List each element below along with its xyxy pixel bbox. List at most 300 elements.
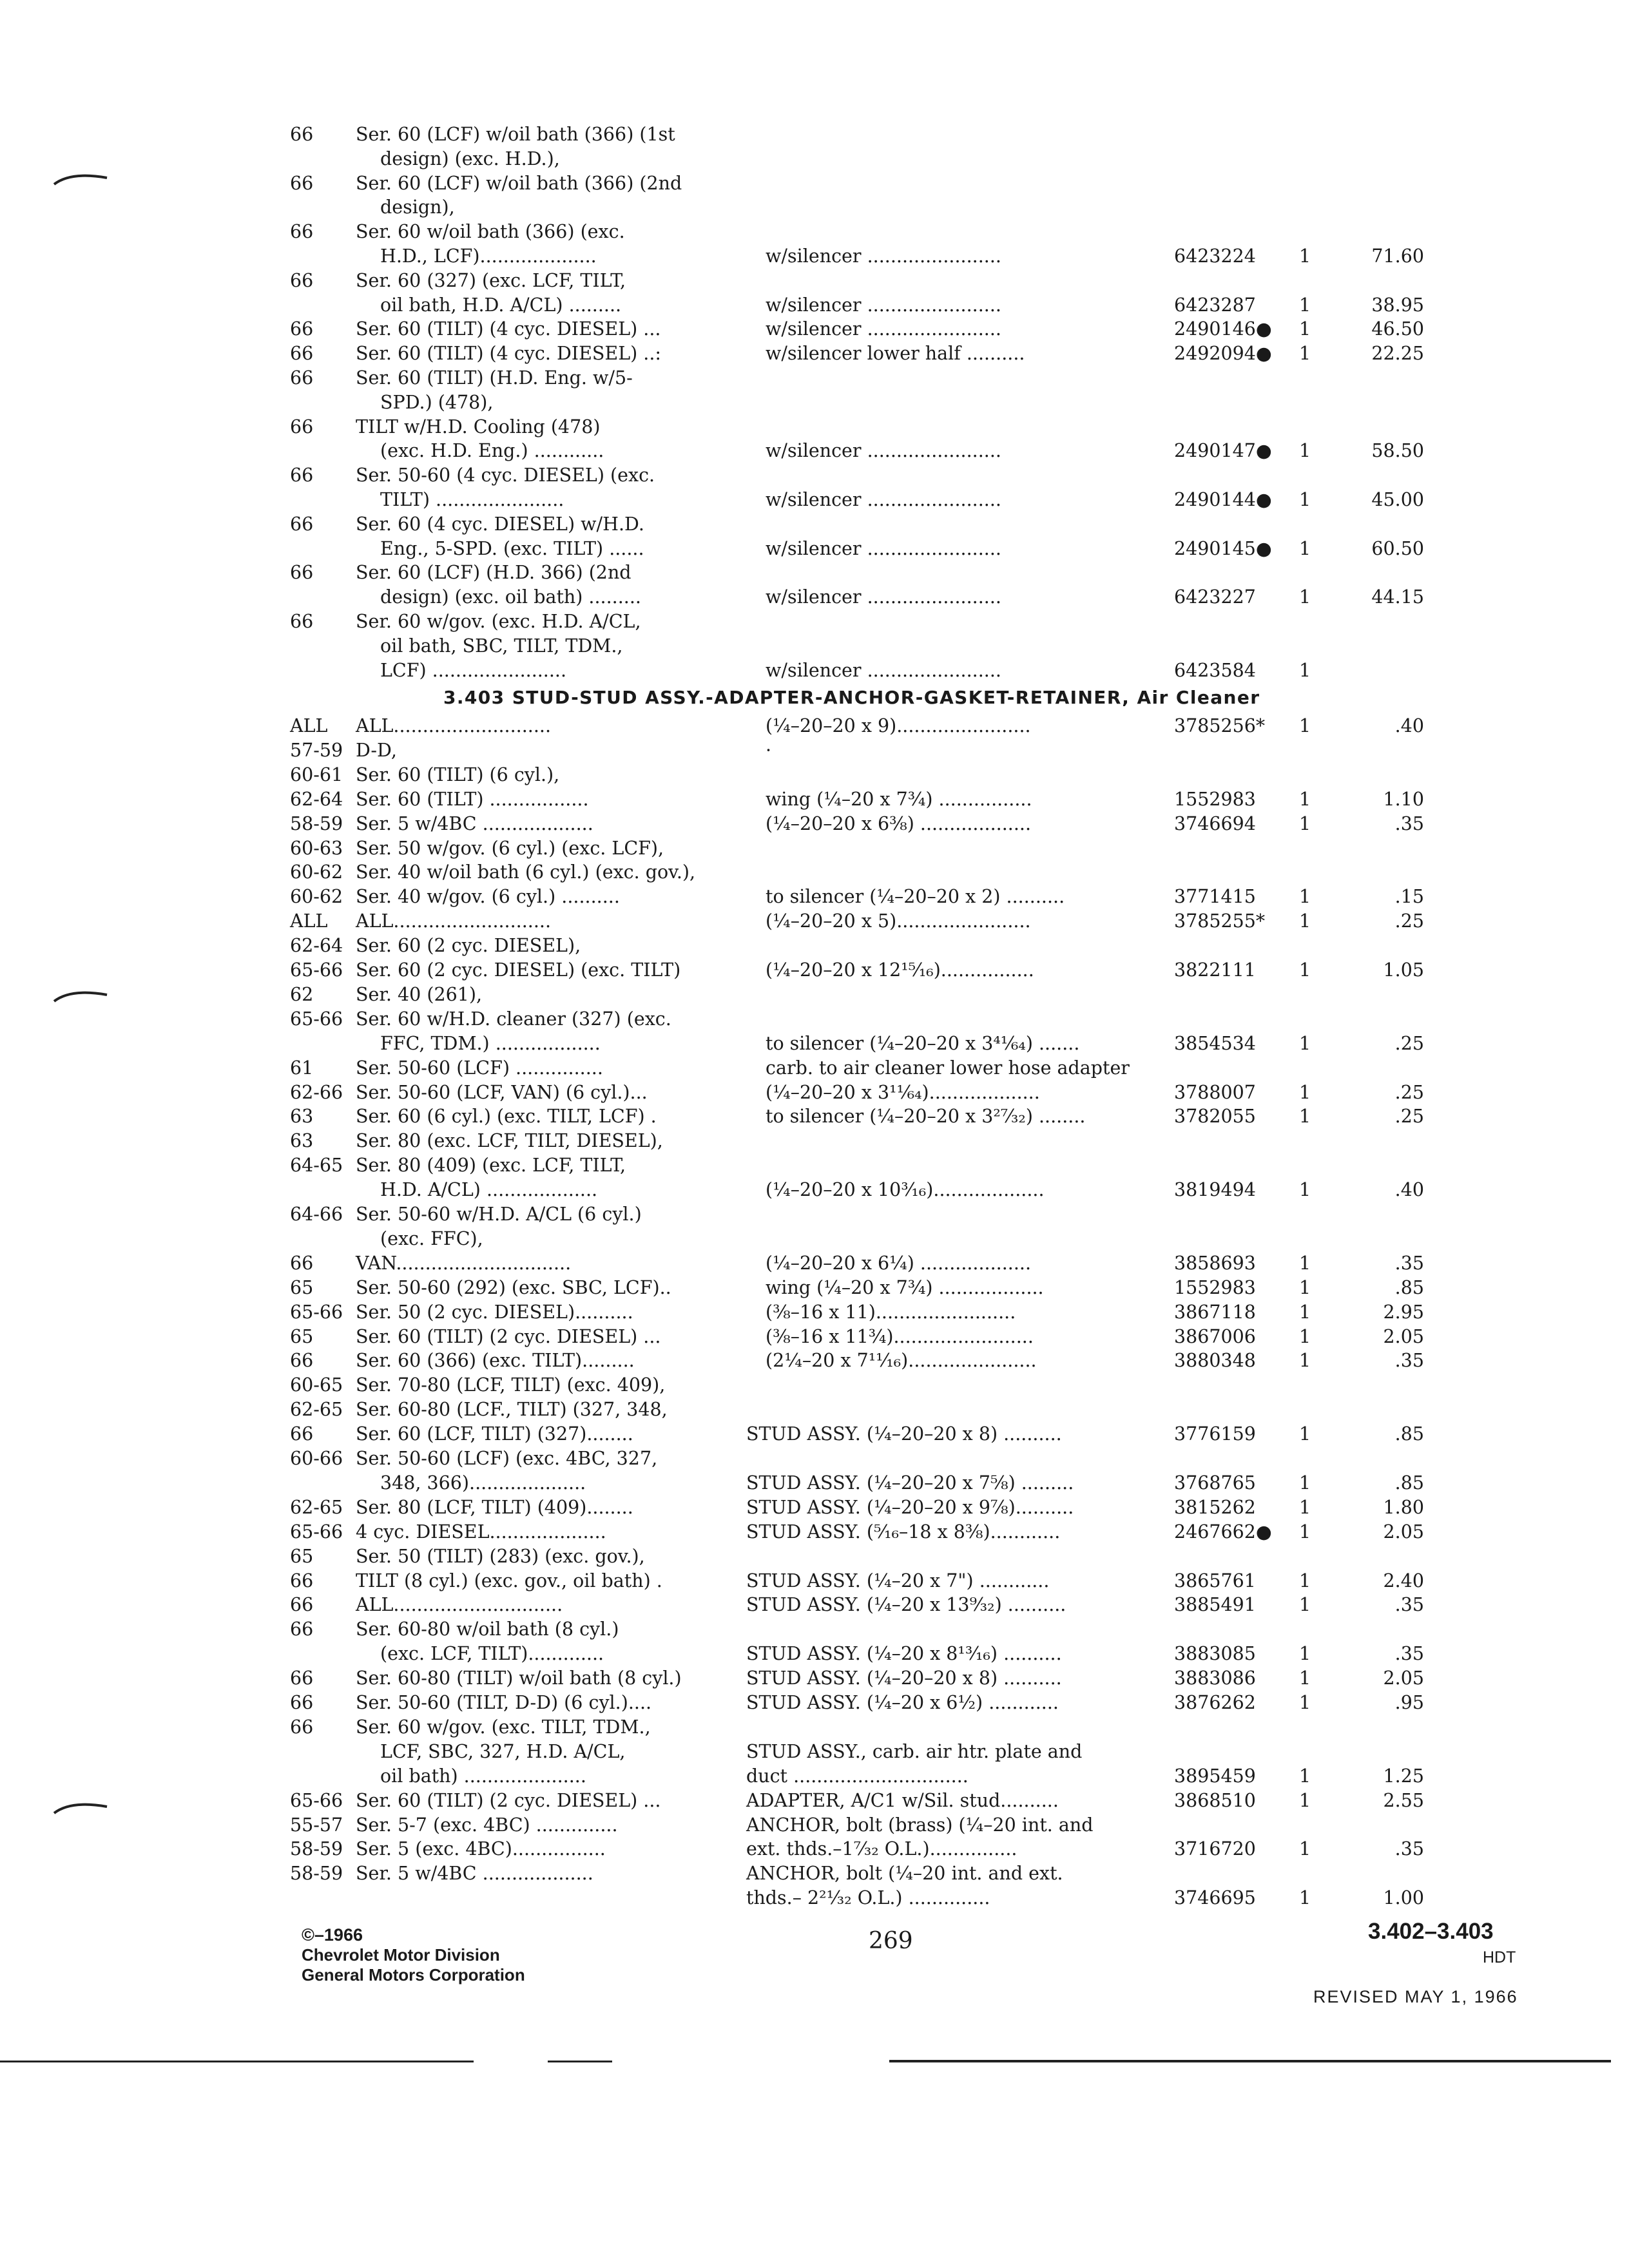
part-number-cell: 6423227: [1174, 586, 1256, 608]
year-cell: 66: [290, 1667, 314, 1689]
application-cell: TILT w/H.D. Cooling (478): [356, 416, 601, 437]
table-row: [0, 1789, 1629, 1813]
year-cell: 66: [290, 1423, 314, 1445]
quantity-cell: 1: [1299, 1276, 1311, 1298]
price-cell: .25: [1394, 910, 1424, 932]
application-cell: design) (exc. H.D.),: [380, 148, 560, 169]
description-cell: w/silencer .......................: [766, 489, 1001, 510]
table-row: [0, 585, 1629, 610]
table-row: [0, 147, 1629, 171]
part-number-cell: 1552983: [1174, 788, 1256, 810]
part-number-cell: 3865761: [1174, 1570, 1256, 1591]
price-cell: .35: [1394, 1643, 1424, 1665]
description-cell: (¼–20–20 x 6¼) ...................: [766, 1252, 1032, 1274]
quantity-cell: 1: [1299, 1179, 1311, 1201]
part-number-cell: 3771415: [1174, 886, 1256, 908]
description-cell: duct ..............................: [746, 1765, 969, 1787]
application-cell: Ser. 60 (2 cyc. DIESEL) (exc. TILT): [356, 959, 681, 981]
year-cell: 65: [290, 1325, 314, 1347]
table-row: [0, 341, 1629, 366]
application-cell: Ser. 40 w/oil bath (6 cyl.) (exc. gov.),: [356, 861, 696, 883]
application-cell: Ser. 60 w/gov. (exc. H.D. A/CL,: [356, 611, 641, 632]
application-cell: (exc. FFC),: [380, 1227, 483, 1249]
year-cell: 60-62: [290, 861, 343, 883]
description-cell: carb. to air cleaner lower hose adapter: [766, 1057, 1130, 1079]
part-number-cell: 3876262: [1174, 1692, 1256, 1713]
price-cell: 45.00: [1371, 489, 1424, 510]
application-cell: Ser. 80 (exc. LCF, TILT, DIESEL),: [356, 1130, 663, 1152]
description-cell: w/silencer .......................: [766, 537, 1001, 559]
year-cell: 65-66: [290, 1301, 343, 1323]
part-number-cell: 3867006: [1174, 1325, 1256, 1347]
application-cell: H.D., LCF)....................: [380, 245, 597, 267]
quantity-cell: 1: [1299, 1252, 1311, 1274]
part-number-cell: 1552983: [1174, 1276, 1256, 1298]
part-number-cell: 3867118: [1174, 1301, 1256, 1323]
application-cell: Ser. 60 (TILT) (2 cyc. DIESEL) ...: [356, 1789, 661, 1811]
description-cell: STUD ASSY. (¼–20–20 x 7⅝) .........: [746, 1472, 1074, 1494]
year-cell: 65-66: [290, 1789, 343, 1811]
year-cell: 64-65: [290, 1155, 343, 1177]
table-row: [0, 983, 1629, 1007]
table-row: [0, 1251, 1629, 1276]
table-row: [0, 1276, 1629, 1300]
application-cell: Ser. 60 (6 cyl.) (exc. TILT, LCF) .: [356, 1106, 657, 1128]
year-cell: 66: [290, 343, 314, 365]
application-cell: Ser. 60-80 (LCF., TILT) (327, 348,: [356, 1399, 668, 1421]
price-cell: 2.05: [1383, 1325, 1424, 1347]
year-cell: 66: [290, 1252, 314, 1274]
division-name: Chevrolet Motor Division: [302, 1945, 500, 1965]
year-cell: 62: [290, 983, 314, 1005]
table-row: [0, 787, 1629, 812]
application-cell: Ser. 50-60 (292) (exc. SBC, LCF)..: [356, 1276, 671, 1298]
application-cell: Ser. 40 w/gov. (6 cyl.) ..........: [356, 886, 620, 908]
copyright: ©–1966: [302, 1925, 363, 1945]
table-row: [0, 934, 1629, 958]
year-cell: 63: [290, 1106, 314, 1128]
part-number-cell: 3788007: [1174, 1081, 1256, 1103]
price-cell: 46.50: [1371, 318, 1424, 340]
price-cell: 22.25: [1371, 343, 1424, 365]
price-cell: .85: [1394, 1276, 1424, 1298]
year-cell: 65-66: [290, 1008, 343, 1030]
year-cell: ALL: [290, 910, 328, 932]
quantity-cell: 1: [1299, 489, 1311, 510]
description-cell: wing (¼–20 x 7¾) ................: [766, 788, 1032, 810]
application-cell: Ser. 50-60 (TILT, D-D) (6 cyl.)....: [356, 1692, 652, 1713]
table-row: [0, 634, 1629, 658]
application-cell: Ser. 60 (2 cyc. DIESEL),: [356, 935, 581, 957]
application-cell: Ser. 60 (TILT) (H.D. Eng. w/5-: [356, 367, 633, 389]
part-number-cell: 3880348: [1174, 1350, 1256, 1372]
description-cell: wing (¼–20 x 7¾) ..................: [766, 1276, 1044, 1298]
quantity-cell: 1: [1299, 1594, 1311, 1616]
year-cell: 61: [290, 1057, 314, 1079]
application-cell: design) (exc. oil bath) .........: [380, 586, 641, 608]
bottom-rule-mid: [548, 2061, 612, 2062]
price-cell: .85: [1394, 1472, 1424, 1494]
year-cell: 55-57: [290, 1814, 343, 1836]
table-row: [0, 738, 1629, 763]
year-cell: 66: [290, 1692, 314, 1713]
price-cell: .35: [1394, 1350, 1424, 1372]
part-number-cell: 3854534: [1174, 1032, 1256, 1054]
application-cell: Ser. 50-60 (LCF) (exc. 4BC, 327,: [356, 1448, 658, 1469]
price-cell: 60.50: [1371, 537, 1424, 559]
price-cell: 1.25: [1383, 1765, 1424, 1787]
description-cell: STUD ASSY. (¼–20 x 7") ............: [746, 1570, 1050, 1591]
description-cell: (¼–20–20 x 6⅜) ...................: [766, 812, 1032, 834]
table-row: [0, 812, 1629, 836]
table-row: [0, 1569, 1629, 1593]
price-cell: .25: [1394, 1081, 1424, 1103]
table-row: [0, 1520, 1629, 1544]
quantity-cell: 1: [1299, 715, 1311, 736]
year-cell: 58-59: [290, 812, 343, 834]
year-cell: 62-65: [290, 1496, 343, 1518]
part-number-cell: 3815262: [1174, 1496, 1256, 1518]
table-row: [0, 195, 1629, 220]
quantity-cell: 1: [1299, 659, 1311, 681]
year-cell: 65-66: [290, 1521, 343, 1542]
description-cell: w/silencer .......................: [766, 318, 1001, 340]
quantity-cell: 1: [1299, 343, 1311, 365]
description-cell: ANCHOR, bolt (¼–20 int. and ext.: [746, 1863, 1063, 1885]
part-number-cell: 6423287: [1174, 294, 1256, 316]
quantity-cell: 1: [1299, 537, 1311, 559]
application-cell: SPD.) (478),: [380, 391, 494, 413]
description-cell: (¼–20–20 x 12¹⁵⁄₁₆)................: [766, 959, 1034, 981]
price-cell: .25: [1394, 1106, 1424, 1128]
table-row: [0, 1617, 1629, 1642]
application-cell: Ser. 80 (409) (exc. LCF, TILT,: [356, 1155, 626, 1177]
margin-mark-1: [52, 169, 110, 188]
table-row: [0, 1373, 1629, 1398]
quantity-cell: 1: [1299, 812, 1311, 834]
part-number-cell: 6423584: [1174, 659, 1256, 681]
part-number-cell: 3768765: [1174, 1472, 1256, 1494]
description-cell: w/silencer .......................: [766, 659, 1001, 681]
table-row: [0, 561, 1629, 585]
application-cell: 4 cyc. DIESEL....................: [356, 1521, 606, 1542]
application-cell: ALL...........................: [356, 910, 552, 932]
description-cell: ext. thds.–1⁷⁄₃₂ O.L.)...............: [746, 1838, 1017, 1860]
table-row: [0, 463, 1629, 488]
quantity-cell: 1: [1299, 1301, 1311, 1323]
year-cell: 66: [290, 1619, 314, 1640]
description-cell: thds.– 2²¹⁄₃₂ O.L.) ..............: [746, 1887, 990, 1909]
description-cell: STUD ASSY. (¼–20–20 x 9⅞)..........: [746, 1496, 1074, 1518]
description-cell: (⅜–16 x 11)........................: [766, 1301, 1016, 1323]
application-cell: LCF) .......................: [380, 659, 567, 681]
table-row: [0, 1153, 1629, 1178]
table-row: [0, 714, 1629, 738]
part-number-cell: 3885491: [1174, 1594, 1256, 1616]
application-cell: Ser. 50-60 (LCF) ...............: [356, 1057, 603, 1079]
price-cell: 71.60: [1371, 245, 1424, 267]
section-range: 3.402–3.403: [1368, 1919, 1494, 1944]
price-cell: .35: [1394, 1594, 1424, 1616]
quantity-cell: 1: [1299, 1789, 1311, 1811]
price-cell: .95: [1394, 1692, 1424, 1713]
part-number-cell: 6423224: [1174, 245, 1256, 267]
price-cell: .40: [1394, 715, 1424, 736]
quantity-cell: 1: [1299, 788, 1311, 810]
description-cell: ·: [766, 739, 772, 761]
year-cell: 60-62: [290, 886, 343, 908]
application-cell: Ser. 60 (LCF) (H.D. 366) (2nd: [356, 562, 631, 584]
part-number-cell: 2490147●: [1174, 440, 1272, 462]
application-cell: Ser. 5-7 (exc. 4BC) ..............: [356, 1814, 618, 1836]
part-number-cell: 3858693: [1174, 1252, 1256, 1274]
price-cell: 2.95: [1383, 1301, 1424, 1323]
quantity-cell: 1: [1299, 1570, 1311, 1591]
table-row: [0, 1056, 1629, 1081]
price-cell: 2.55: [1383, 1789, 1424, 1811]
table-row: [0, 1129, 1629, 1153]
table-row: [0, 1446, 1629, 1471]
description-cell: w/silencer .......................: [766, 440, 1001, 462]
quantity-cell: 1: [1299, 959, 1311, 981]
application-cell: 348, 366)....................: [380, 1472, 586, 1494]
application-cell: Ser. 60 (LCF) w/oil bath (366) (1st: [356, 124, 675, 145]
quantity-cell: 1: [1299, 1350, 1311, 1372]
year-cell: 62-64: [290, 935, 343, 957]
year-cell: 62-65: [290, 1399, 343, 1421]
year-cell: 66: [290, 1594, 314, 1616]
application-cell: Ser. 60 w/oil bath (366) (exc.: [356, 221, 625, 243]
application-cell: Ser. 5 w/4BC ...................: [356, 1863, 593, 1885]
part-number-cell: 3819494: [1174, 1179, 1256, 1201]
table-row: [0, 1422, 1629, 1446]
application-cell: Ser. 60 (TILT) (6 cyl.),: [356, 764, 560, 785]
application-cell: TILT (8 cyl.) (exc. gov., oil bath) .: [356, 1570, 662, 1591]
table-row: [0, 1544, 1629, 1569]
price-cell: .35: [1394, 1838, 1424, 1860]
part-number-cell: 2490144●: [1174, 489, 1272, 510]
description-cell: STUD ASSY. (¼–20 x 6½) ............: [746, 1692, 1059, 1713]
table-row: [0, 658, 1629, 683]
part-number-cell: 2492094●: [1174, 343, 1272, 365]
year-cell: 66: [290, 562, 314, 584]
table-row: [0, 1300, 1629, 1325]
price-cell: 2.05: [1383, 1521, 1424, 1542]
application-cell: ALL.............................: [356, 1594, 563, 1616]
quantity-cell: 1: [1299, 318, 1311, 340]
part-number-cell: 3776159: [1174, 1423, 1256, 1445]
table-row: [0, 1471, 1629, 1495]
price-cell: 58.50: [1371, 440, 1424, 462]
year-cell: 66: [290, 318, 314, 340]
year-cell: 66: [290, 513, 314, 535]
year-cell: 58-59: [290, 1863, 343, 1885]
quantity-cell: 1: [1299, 1081, 1311, 1103]
part-number-cell: 3785255*: [1174, 910, 1266, 932]
price-cell: .25: [1394, 1032, 1424, 1054]
table-row: [0, 1032, 1629, 1056]
year-cell: 65: [290, 1545, 314, 1567]
quantity-cell: 1: [1299, 910, 1311, 932]
table-row: [0, 909, 1629, 934]
price-cell: .40: [1394, 1179, 1424, 1201]
description-cell: STUD ASSY. (¼–20–20 x 8) ..........: [746, 1423, 1062, 1445]
quantity-cell: 1: [1299, 245, 1311, 267]
application-cell: Ser. 60 (4 cyc. DIESEL) w/H.D.: [356, 513, 644, 535]
table-row: [0, 1715, 1629, 1740]
part-number-cell: 2467662●: [1174, 1521, 1272, 1542]
quantity-cell: 1: [1299, 1472, 1311, 1494]
table-row: [0, 390, 1629, 415]
page-number: 269: [869, 1928, 913, 1954]
table-row: [0, 1764, 1629, 1789]
table-row: [0, 1202, 1629, 1227]
application-cell: oil bath, H.D. A/CL) .........: [380, 294, 622, 316]
application-cell: oil bath, SBC, TILT, TDM.,: [380, 635, 623, 657]
revised-date: REVISED MAY 1, 1966: [1313, 1987, 1518, 2006]
quantity-cell: 1: [1299, 1521, 1311, 1542]
description-cell: STUD ASSY., carb. air htr. plate and: [746, 1740, 1083, 1762]
quantity-cell: 1: [1299, 1838, 1311, 1860]
part-number-cell: 3822111: [1174, 959, 1256, 981]
quantity-cell: 1: [1299, 1692, 1311, 1713]
table-row: [0, 885, 1629, 909]
application-cell: oil bath) .....................: [380, 1765, 586, 1787]
table-row: [0, 415, 1629, 439]
table-row: [0, 171, 1629, 196]
application-cell: VAN..............................: [356, 1252, 572, 1274]
application-cell: Ser. 60 w/gov. (exc. TILT, TDM.,: [356, 1716, 651, 1738]
year-cell: 66: [290, 1350, 314, 1372]
description-cell: ANCHOR, bolt (brass) (¼–20 int. and: [746, 1814, 1094, 1836]
year-cell: 65: [290, 1276, 314, 1298]
table-row: [0, 1642, 1629, 1666]
price-cell: 1.10: [1383, 788, 1424, 810]
quantity-cell: 1: [1299, 440, 1311, 462]
part-number-cell: 3785256*: [1174, 715, 1266, 736]
description-cell: w/silencer .......................: [766, 294, 1001, 316]
year-cell: 65-66: [290, 959, 343, 981]
table-row: [0, 860, 1629, 885]
application-cell: Ser. 80 (LCF, TILT) (409)........: [356, 1496, 633, 1518]
price-cell: 2.05: [1383, 1667, 1424, 1689]
year-cell: 57-59: [290, 739, 343, 761]
price-cell: .35: [1394, 1252, 1424, 1274]
part-number-cell: 3868510: [1174, 1789, 1256, 1811]
application-cell: ALL...........................: [356, 715, 552, 736]
application-cell: Ser. 60 (327) (exc. LCF, TILT,: [356, 269, 626, 291]
year-cell: 66: [290, 367, 314, 389]
application-cell: Ser. 50 (TILT) (283) (exc. gov.),: [356, 1545, 645, 1567]
quantity-cell: 1: [1299, 586, 1311, 608]
margin-mark-3: [52, 1798, 110, 1817]
description-cell: (⅜–16 x 11¾)........................: [766, 1325, 1034, 1347]
table-row: [0, 1861, 1629, 1886]
table-row: [0, 293, 1629, 318]
year-cell: 66: [290, 172, 314, 194]
table-row: [0, 1886, 1629, 1910]
application-cell: Ser. 60 (LCF) w/oil bath (366) (2nd: [356, 172, 682, 194]
year-cell: 66: [290, 416, 314, 437]
year-cell: 60-66: [290, 1448, 343, 1469]
application-cell: H.D. A/CL) ...................: [380, 1179, 598, 1201]
table-row: [0, 1325, 1629, 1349]
section-code: HDT: [1483, 1948, 1516, 1966]
price-cell: 2.40: [1383, 1570, 1424, 1591]
description-cell: to silencer (¼–20–20 x 2) ..........: [766, 886, 1065, 908]
table-row: [0, 317, 1629, 341]
year-cell: 60-65: [290, 1374, 343, 1396]
application-cell: FFC, TDM.) ..................: [380, 1032, 601, 1054]
description-cell: w/silencer lower half ..........: [766, 343, 1025, 365]
application-cell: Ser. 50 (2 cyc. DIESEL)..........: [356, 1301, 633, 1323]
application-cell: Ser. 60 (LCF, TILT) (327)........: [356, 1423, 633, 1445]
year-cell: 66: [290, 269, 314, 291]
table-row: [0, 1740, 1629, 1764]
quantity-cell: 1: [1299, 294, 1311, 316]
year-cell: 62-64: [290, 788, 343, 810]
table-row: [0, 958, 1629, 983]
margin-mark-2: [52, 986, 110, 1005]
table-row: [0, 1349, 1629, 1373]
table-row: [0, 220, 1629, 244]
year-cell: 66: [290, 465, 314, 486]
quantity-cell: 1: [1299, 1423, 1311, 1445]
application-cell: D-D,: [356, 739, 397, 761]
section-heading: 3.403 STUD-STUD ASSY.-ADAPTER-ANCHOR-GASKET-RETAINER, Air Cleaner: [443, 687, 1260, 708]
application-cell: Ser. 60 (TILT) .................: [356, 788, 589, 810]
table-row: [0, 1081, 1629, 1105]
quantity-cell: 1: [1299, 886, 1311, 908]
year-cell: 66: [290, 1570, 314, 1591]
year-cell: 66: [290, 1716, 314, 1738]
year-cell: 66: [290, 221, 314, 243]
application-cell: Ser. 50-60 (4 cyc. DIESEL) (exc.: [356, 465, 655, 486]
quantity-cell: 1: [1299, 1032, 1311, 1054]
table-row: [0, 1227, 1629, 1251]
description-cell: (¼–20–20 x 9).......................: [766, 715, 1031, 736]
application-cell: LCF, SBC, 327, H.D. A/CL,: [380, 1740, 626, 1762]
description-cell: (¼–20–20 x 10³⁄₁₆)...................: [766, 1179, 1045, 1201]
part-number-cell: 3883086: [1174, 1667, 1256, 1689]
price-cell: 1.00: [1383, 1887, 1424, 1909]
year-cell: ALL: [290, 715, 328, 736]
description-cell: STUD ASSY. (⁵⁄₁₆–18 x 8⅜)............: [746, 1521, 1061, 1542]
quantity-cell: 1: [1299, 1496, 1311, 1518]
application-cell: Ser. 60 (TILT) (4 cyc. DIESEL) ...: [356, 318, 661, 340]
description-cell: (2¼–20 x 7¹¹⁄₁₆)......................: [766, 1350, 1037, 1372]
year-cell: 66: [290, 611, 314, 632]
description-cell: (¼–20–20 x 5).......................: [766, 910, 1031, 932]
application-cell: Ser. 50-60 (LCF, VAN) (6 cyl.)...: [356, 1081, 648, 1103]
application-cell: Ser. 60 w/H.D. cleaner (327) (exc.: [356, 1008, 671, 1030]
table-row: [0, 366, 1629, 390]
description-cell: to silencer (¼–20–20 x 3²⁷⁄₃₂) ........: [766, 1106, 1086, 1128]
application-cell: Ser. 60 (TILT) (4 cyc. DIESEL) ..:: [356, 343, 662, 365]
table-row: [0, 537, 1629, 561]
part-number-cell: 3746694: [1174, 812, 1256, 834]
year-cell: 58-59: [290, 1838, 343, 1860]
application-cell: Ser. 5 w/4BC ...................: [356, 812, 593, 834]
part-number-cell: 2490146●: [1174, 318, 1272, 340]
description-cell: STUD ASSY. (¼–20 x 13⁹⁄₃₂) ..........: [746, 1594, 1066, 1616]
part-number-cell: 3782055: [1174, 1106, 1256, 1128]
price-cell: .15: [1394, 886, 1424, 908]
part-number-cell: 3895459: [1174, 1765, 1256, 1787]
year-cell: 62-66: [290, 1081, 343, 1103]
year-cell: 66: [290, 124, 314, 145]
application-cell: Ser. 5 (exc. 4BC)................: [356, 1838, 606, 1860]
